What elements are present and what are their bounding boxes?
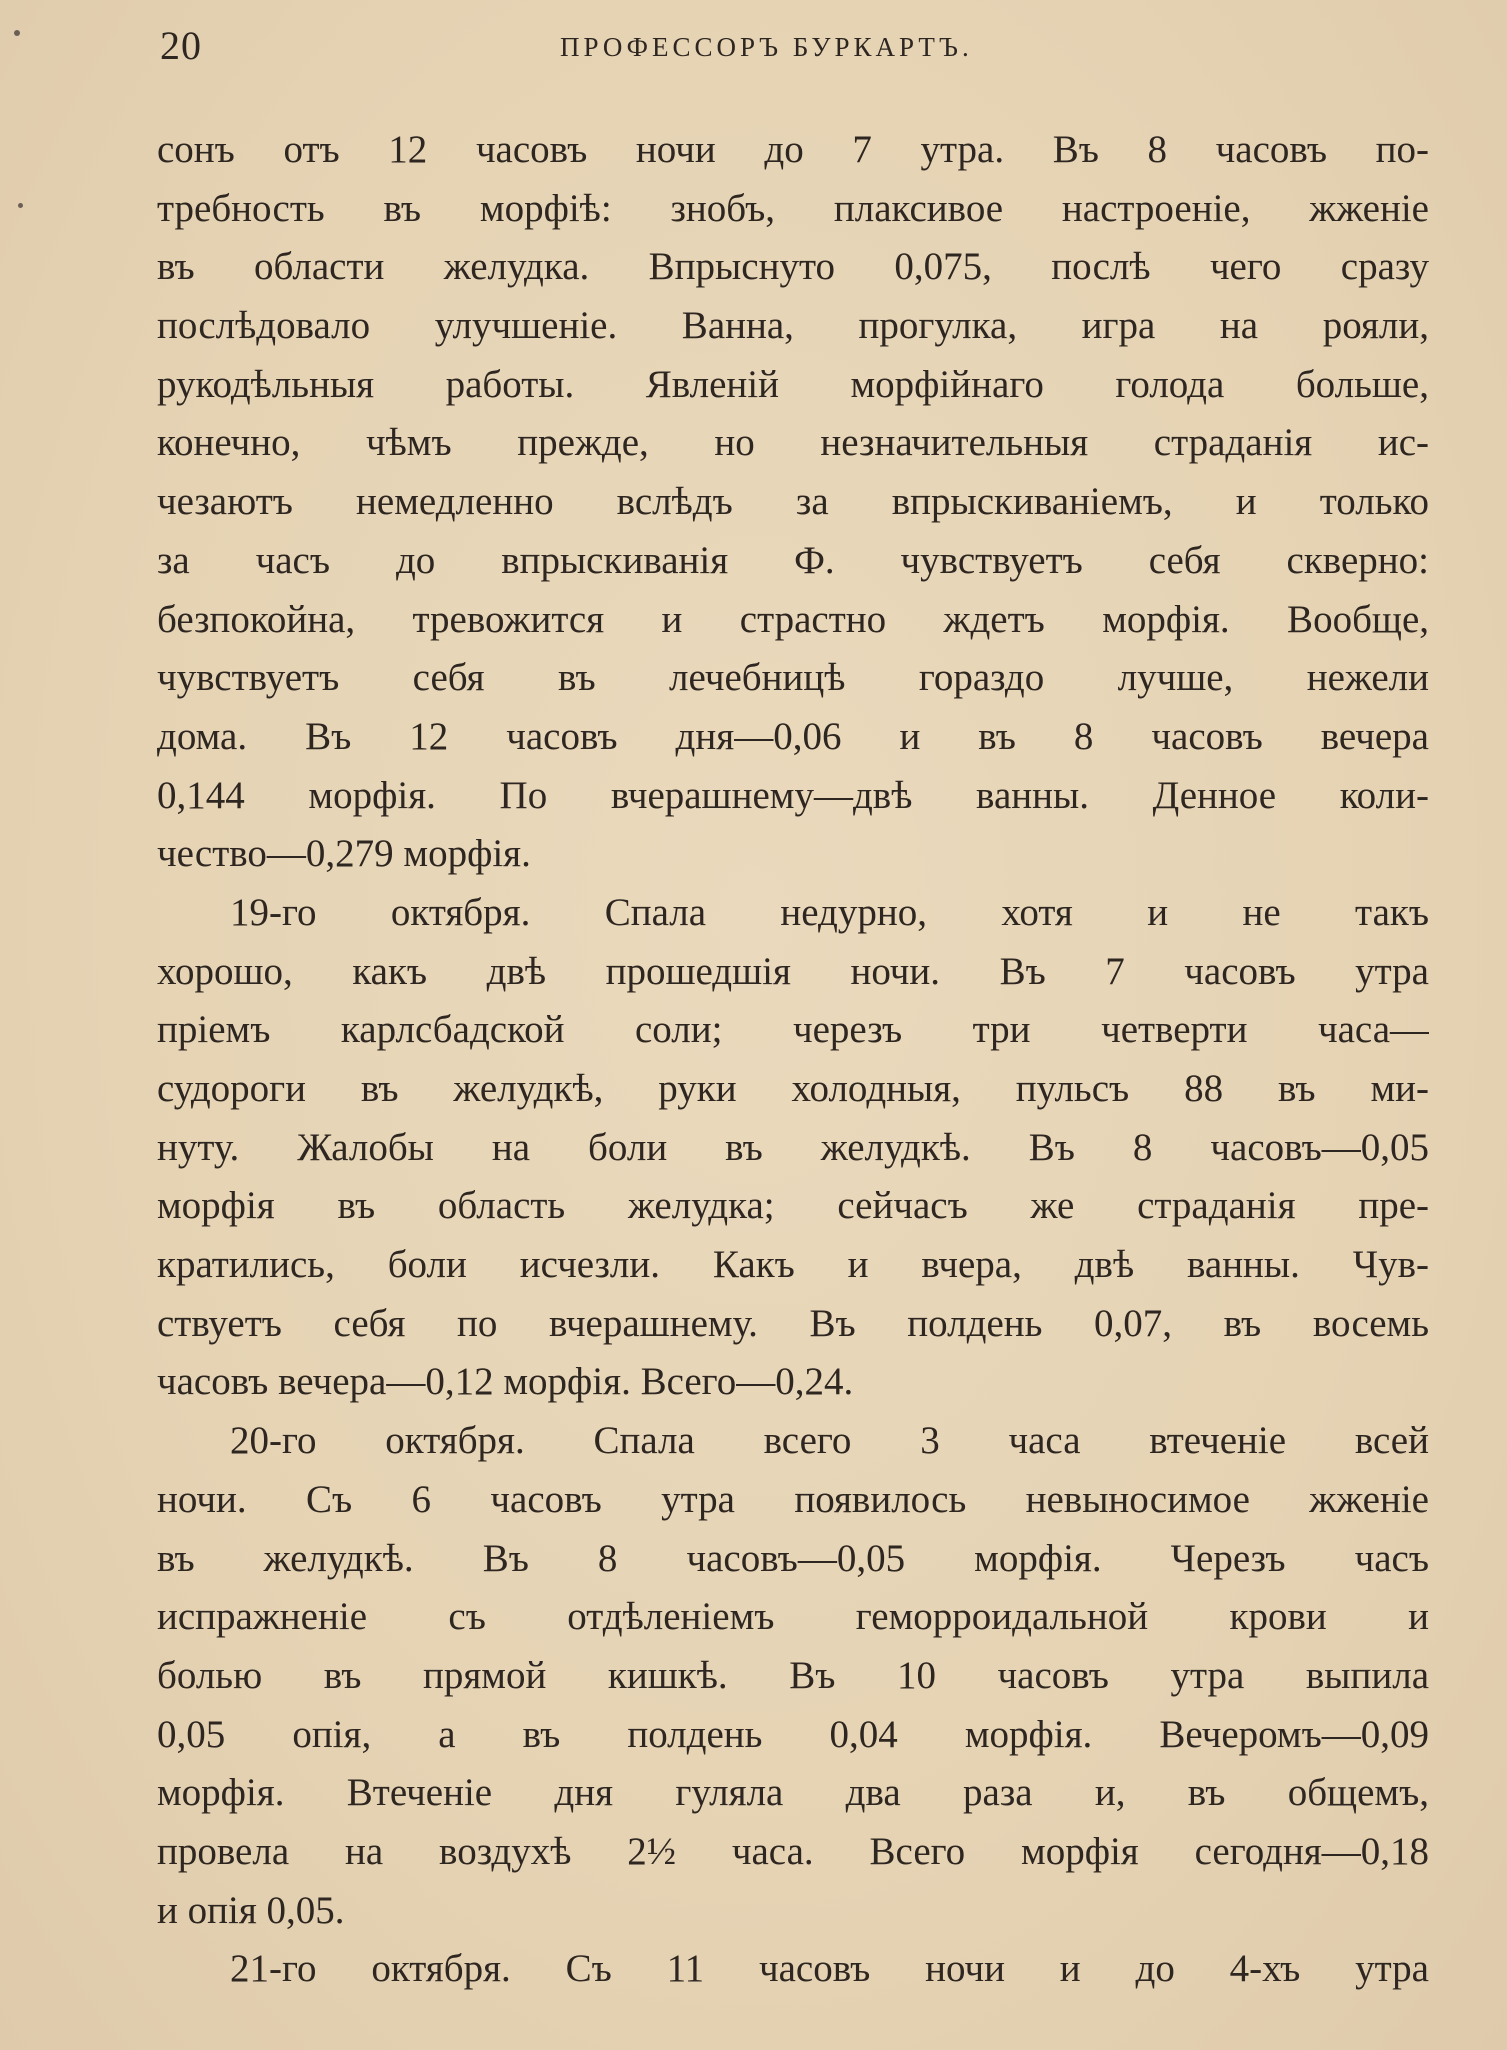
text-line: послѣдовало улучшеніе. Ванна, прогулка, игра на рояли, bbox=[157, 304, 1429, 348]
text-line: испражненіе съ отдѣленіемъ геморроидальной крови и bbox=[157, 1595, 1429, 1639]
text-line: сонъ отъ 12 часовъ ночи до 7 утра. Въ 8 часовъ по- bbox=[157, 128, 1429, 171]
page-header bbox=[160, 22, 1430, 82]
text-line: ствуетъ себя по вчерашнему. Въ полдень 0,07, въ восемь bbox=[157, 1301, 1429, 1345]
text-line: часовъ вечера—0,12 морфія. Всего—0,24. bbox=[157, 1360, 854, 1404]
diary-entry-start: 21-го октября. Съ 11 часовъ ночи и до 4-хъ утра bbox=[230, 1947, 1429, 1991]
text-line: болью въ прямой кишкѣ. Въ 10 часовъ утра выпила bbox=[157, 1653, 1429, 1697]
text-line: пріемъ карлсбадской соли; черезъ три четверти часа— bbox=[157, 1008, 1429, 1052]
text-line: ночи. Съ 6 часовъ утра появилось невыносимое жженіе bbox=[157, 1477, 1429, 1521]
text-line: морфія въ область желудка; сейчасъ же страданія пре- bbox=[157, 1184, 1429, 1228]
running-head: ПРОФЕССОРЪ БУРКАРТЪ. bbox=[560, 32, 973, 62]
text-line: въ области желудка. Впрыснуто 0,075, послѣ чего сразу bbox=[157, 245, 1429, 289]
text-line: рукодѣльныя работы. Явленій морфійнаго голода больше, bbox=[157, 362, 1429, 406]
text-line: и опія 0,05. bbox=[157, 1888, 345, 1932]
text-line: за часъ до впрыскиванія Ф. чувствуетъ себя скверно: bbox=[157, 538, 1429, 582]
text-line: провела на воздухѣ 2½ часа. Всего морфія сегодня—0,18 bbox=[157, 1829, 1429, 1873]
text-line: чество—0,279 морфія. bbox=[157, 832, 531, 876]
text-line: безпокойна, тревожится и страстно ждетъ морфія. Вообще, bbox=[157, 597, 1429, 641]
diary-entry-start: 20-го октября. Спала всего 3 часа втеченіе всей bbox=[230, 1419, 1429, 1463]
text-line: морфія. Втеченіе дня гуляла два раза и, въ общемъ, bbox=[157, 1771, 1429, 1815]
margin-speck bbox=[14, 30, 20, 36]
margin-speck bbox=[18, 203, 23, 208]
text-line: 0,05 опія, а въ полдень 0,04 морфія. Вечеромъ—0,09 bbox=[157, 1712, 1429, 1756]
page-number: 20 bbox=[160, 23, 202, 68]
diary-entry-start: 19-го октября. Спала недурно, хотя и не такъ bbox=[230, 890, 1429, 934]
text-line: нуту. Жалобы на боли въ желудкѣ. Въ 8 часовъ—0,05 bbox=[157, 1125, 1429, 1169]
text-line: чезаютъ немедленно вслѣдъ за впрыскиваніемъ, и только bbox=[157, 480, 1429, 524]
text-line: конечно, чѣмъ прежде, но незначительныя страданія ис- bbox=[157, 421, 1429, 465]
text-line: требность въ морфіѣ: знобъ, плаксивое настроеніе, жженіе bbox=[157, 186, 1429, 230]
text-line: 0,144 морфія. По вчерашнему—двѣ ванны. Денное коли- bbox=[157, 773, 1429, 817]
text-line: въ желудкѣ. Въ 8 часовъ—0,05 морфія. Черезъ часъ bbox=[157, 1536, 1429, 1580]
text-line: судороги въ желудкѣ, руки холодныя, пульсъ 88 въ ми- bbox=[157, 1067, 1429, 1110]
body-text bbox=[157, 121, 1429, 1999]
text-line: кратились, боли исчезли. Какъ и вчера, двѣ ванны. Чув- bbox=[157, 1243, 1429, 1287]
text-line: чувствуетъ себя въ лечебницѣ гораздо лучше, нежели bbox=[157, 656, 1429, 700]
text-line: дома. Въ 12 часовъ дня—0,06 и въ 8 часовъ вечера bbox=[157, 714, 1429, 758]
text-line: хорошо, какъ двѣ прошедшія ночи. Въ 7 часовъ утра bbox=[157, 949, 1429, 993]
